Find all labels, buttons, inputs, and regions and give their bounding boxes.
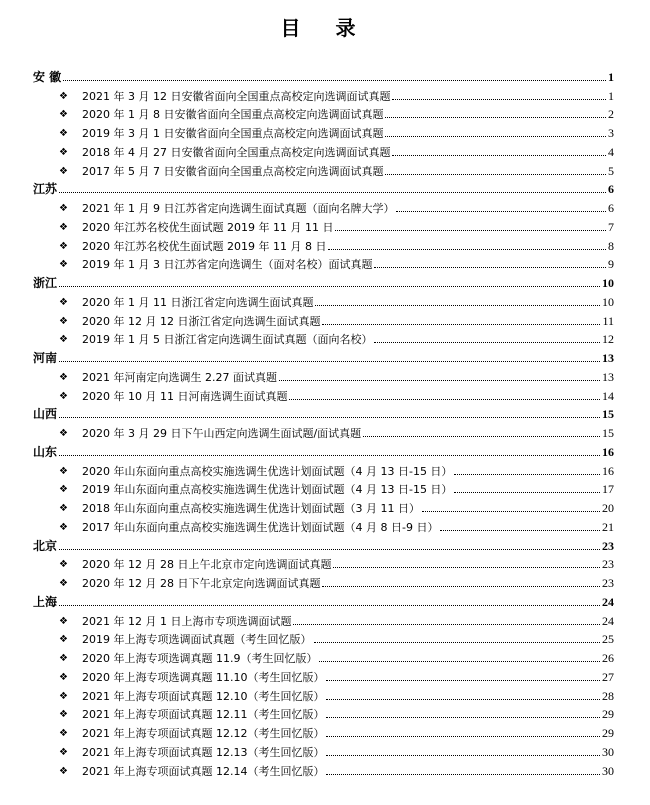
toc-entry[interactable] <box>33 160 614 179</box>
dot-leader <box>289 399 600 400</box>
dot-leader <box>59 549 600 550</box>
entry-title: 2017 年山东面向重点高校实施选调生优选计划面试题（4 月 8 日-9 日） <box>82 520 439 534</box>
entry-title: 2019 年山东面向重点高校实施选调生优选计划面试题（4 月 13 日-15 日） <box>82 483 453 497</box>
dot-leader <box>392 99 606 100</box>
toc-entry[interactable] <box>33 329 614 348</box>
toc-section-heading[interactable] <box>33 347 614 366</box>
diamond-bullet-icon: ❖ <box>59 765 68 777</box>
dot-leader <box>328 249 606 250</box>
entry-title: 2021 年上海专项面试真题 12.10（考生回忆版） <box>82 689 325 703</box>
diamond-bullet-icon: ❖ <box>59 390 68 402</box>
dot-leader <box>385 174 606 175</box>
entry-title: 2021 年河南定向选调生 2.27 面试真题 <box>82 370 277 384</box>
dot-leader <box>374 342 600 343</box>
toc-entry[interactable] <box>33 760 614 779</box>
dot-leader <box>59 605 600 606</box>
section-page-number: 15 <box>602 407 614 422</box>
table-of-contents <box>33 66 614 779</box>
diamond-bullet-icon: ❖ <box>59 128 68 139</box>
dot-leader <box>326 774 600 775</box>
diamond-bullet-icon: ❖ <box>59 484 68 496</box>
diamond-bullet-icon: ❖ <box>59 634 68 646</box>
dot-leader <box>422 511 600 512</box>
entry-title: 2020 年 12 月 28 日上午北京市定向选调面试真题 <box>82 558 332 572</box>
dot-leader <box>63 80 606 81</box>
toc-section-heading[interactable] <box>33 404 614 423</box>
dot-leader <box>454 492 600 493</box>
dot-leader <box>59 192 606 193</box>
toc-entry[interactable] <box>33 666 614 685</box>
section-title: 安 徽 <box>33 69 62 84</box>
toc-entry[interactable] <box>33 647 614 666</box>
toc-entry[interactable] <box>33 216 614 235</box>
entry-page-number: 4 <box>608 144 614 159</box>
toc-entry[interactable] <box>33 572 614 591</box>
entry-title: 2020 年江苏名校优生面试题 2019 年 11 月 11 日 <box>82 220 334 234</box>
entry-page-number: 23 <box>602 576 614 590</box>
entry-page-number: 12 <box>602 332 614 347</box>
entry-title: 2021 年上海专项面试真题 12.13（考生回忆版） <box>82 745 325 759</box>
entry-page-number: 24 <box>602 613 614 628</box>
dot-leader <box>59 361 600 362</box>
diamond-bullet-icon: ❖ <box>59 90 68 102</box>
entry-title: 2020 年 12 月 12 日浙江省定向选调生面试真题 <box>82 314 321 328</box>
dot-leader <box>293 624 600 625</box>
diamond-bullet-icon: ❖ <box>59 503 68 514</box>
entry-page-number: 28 <box>602 688 614 703</box>
toc-entry[interactable] <box>33 422 614 441</box>
diamond-bullet-icon: ❖ <box>59 615 68 627</box>
entry-title: 2019 年 1 月 3 日江苏省定向选调生（面对名校）面试真题 <box>82 258 373 272</box>
entry-title: 2019 年 1 月 5 日浙江省定向选调生面试真题（面向名校） <box>82 333 373 347</box>
toc-entry[interactable] <box>33 685 614 704</box>
entry-page-number: 9 <box>608 257 614 272</box>
toc-entry[interactable] <box>33 104 614 123</box>
entry-page-number: 16 <box>602 463 614 478</box>
diamond-bullet-icon: ❖ <box>59 521 68 533</box>
toc-entry[interactable] <box>33 85 614 104</box>
dot-leader <box>454 474 600 475</box>
diamond-bullet-icon: ❖ <box>59 728 68 739</box>
toc-entry[interactable] <box>33 254 614 273</box>
diamond-bullet-icon: ❖ <box>59 240 68 252</box>
entry-title: 2020 年上海专项选调真题 11.9（考生回忆版） <box>82 652 318 665</box>
diamond-bullet-icon: ❖ <box>59 653 68 664</box>
toc-entry[interactable] <box>33 366 614 385</box>
section-page-number: 13 <box>602 351 614 365</box>
toc-entry[interactable] <box>33 141 614 160</box>
dot-leader <box>333 567 600 568</box>
entry-title: 2019 年上海专项选调面试真题（考生回忆版） <box>82 633 312 647</box>
toc-entry[interactable] <box>33 310 614 329</box>
diamond-bullet-icon: ❖ <box>59 165 68 177</box>
dot-leader <box>326 699 600 700</box>
section-page-number: 1 <box>608 69 614 84</box>
diamond-bullet-icon: ❖ <box>59 671 68 683</box>
entry-page-number: 7 <box>608 219 614 234</box>
section-title: 北京 <box>33 538 58 553</box>
toc-entry[interactable] <box>33 610 614 629</box>
diamond-bullet-icon: ❖ <box>59 746 68 758</box>
entry-title: 2020 年 10 月 11 日河南选调生面试真题 <box>82 389 288 403</box>
dot-leader <box>322 586 600 587</box>
entry-page-number: 1 <box>608 88 614 103</box>
toc-entry[interactable] <box>33 197 614 216</box>
dot-leader <box>326 717 600 718</box>
section-title: 山东 <box>33 444 58 459</box>
diamond-bullet-icon: ❖ <box>59 428 68 439</box>
section-page-number: 6 <box>608 182 614 197</box>
entry-page-number: 6 <box>608 201 614 215</box>
entry-page-number: 13 <box>602 369 614 384</box>
dot-leader <box>374 267 606 268</box>
toc-section-heading[interactable] <box>33 66 614 85</box>
section-page-number: 23 <box>602 538 614 553</box>
dot-leader <box>314 642 601 643</box>
entry-page-number: 27 <box>602 669 614 684</box>
entry-title: 2020 年 12 月 28 日下午北京定向选调面试真题 <box>82 577 321 590</box>
entry-title: 2019 年 3 月 1 日安徽省面向全国重点高校定向选调面试真题 <box>82 127 384 140</box>
section-title: 江苏 <box>33 182 58 197</box>
entry-page-number: 29 <box>602 726 614 740</box>
entry-page-number: 21 <box>602 519 614 534</box>
dot-leader <box>279 380 600 381</box>
toc-entry[interactable] <box>33 385 614 404</box>
entry-page-number: 15 <box>602 426 614 440</box>
toc-entry[interactable] <box>33 722 614 741</box>
section-page-number: 16 <box>602 444 614 459</box>
entry-page-number: 20 <box>602 501 614 515</box>
entry-page-number: 23 <box>602 557 614 572</box>
dot-leader <box>59 455 600 456</box>
section-title: 浙江 <box>33 276 58 290</box>
entry-title: 2020 年 1 月 8 日安徽省面向全国重点高校定向选调面试真题 <box>82 108 384 122</box>
entry-page-number: 17 <box>602 482 614 497</box>
diamond-bullet-icon: ❖ <box>59 296 68 308</box>
toc-section-heading[interactable] <box>33 441 614 460</box>
entry-title: 2020 年 1 月 11 日浙江省定向选调生面试真题 <box>82 295 314 309</box>
diamond-bullet-icon: ❖ <box>59 465 68 477</box>
entry-page-number: 26 <box>602 651 614 665</box>
dot-leader <box>326 736 600 737</box>
toc-entry[interactable] <box>33 460 614 479</box>
dot-leader <box>59 286 600 287</box>
dot-leader <box>315 305 600 306</box>
dot-leader <box>363 436 600 437</box>
diamond-bullet-icon: ❖ <box>59 709 68 721</box>
section-title: 上海 <box>33 594 58 609</box>
toc-entry[interactable] <box>33 479 614 498</box>
entry-page-number: 25 <box>602 632 614 647</box>
entry-page-number: 10 <box>602 294 614 309</box>
entry-page-number: 3 <box>608 126 614 140</box>
entry-title: 2020 年 3 月 29 日下午山西定向选调生面试题/面试真题 <box>82 427 362 440</box>
entry-title: 2017 年 5 月 7 日安徽省面向全国重点高校定向选调面试真题 <box>82 164 384 178</box>
dot-leader <box>385 136 606 137</box>
toc-section-heading[interactable] <box>33 272 614 291</box>
entry-page-number: 5 <box>608 163 614 178</box>
dot-leader <box>440 530 600 531</box>
entry-page-number: 30 <box>602 763 614 778</box>
entry-title: 2021 年上海专项面试真题 12.12（考生回忆版） <box>82 727 325 740</box>
entry-page-number: 14 <box>602 388 614 403</box>
section-page-number: 10 <box>602 276 614 290</box>
toc-entry[interactable] <box>33 516 614 535</box>
diamond-bullet-icon: ❖ <box>59 146 68 158</box>
entry-title: 2020 年江苏名校优生面试题 2019 年 11 月 8 日 <box>82 239 327 253</box>
toc-entry[interactable] <box>33 629 614 648</box>
dot-leader <box>392 155 606 156</box>
entry-title: 2020 年上海专项选调真题 11.10（考生回忆版） <box>82 670 325 684</box>
diamond-bullet-icon: ❖ <box>59 203 68 214</box>
diamond-bullet-icon: ❖ <box>59 371 68 383</box>
entry-title: 2021 年 12 月 1 日上海市专项选调面试题 <box>82 614 292 628</box>
entry-title: 2018 年 4 月 27 日安徽省面向全国重点高校定向选调面试真题 <box>82 145 391 159</box>
entry-page-number: 2 <box>608 107 614 122</box>
toc-entry[interactable] <box>33 122 614 141</box>
page-title: 目 录 <box>280 16 370 40</box>
section-page-number: 24 <box>602 594 614 609</box>
diamond-bullet-icon: ❖ <box>59 559 68 571</box>
toc-section-heading[interactable] <box>33 535 614 554</box>
dot-leader <box>385 117 606 118</box>
dot-leader <box>319 661 600 662</box>
entry-title: 2021 年上海专项面试真题 12.14（考生回忆版） <box>82 764 325 778</box>
entry-title: 2018 年山东面向重点高校实施选调生优选计划面试题（3 月 11 日） <box>82 502 420 515</box>
diamond-bullet-icon: ❖ <box>59 334 68 346</box>
entry-title: 2021 年 1 月 9 日江苏省定向选调生面试真题（面向名牌大学） <box>82 202 395 215</box>
entry-page-number: 30 <box>602 744 614 759</box>
dot-leader <box>396 211 606 212</box>
section-title: 山西 <box>33 407 58 422</box>
diamond-bullet-icon: ❖ <box>59 690 68 702</box>
diamond-bullet-icon: ❖ <box>59 221 68 233</box>
toc-entry[interactable] <box>33 554 614 573</box>
toc-section-heading[interactable] <box>33 179 614 198</box>
diamond-bullet-icon: ❖ <box>59 259 68 271</box>
section-title: 河南 <box>33 351 58 365</box>
entry-page-number: 29 <box>602 707 614 722</box>
entry-title: 2021 年 3 月 12 日安徽省面向全国重点高校定向选调面试真题 <box>82 89 391 103</box>
diamond-bullet-icon: ❖ <box>59 315 68 327</box>
entry-title: 2020 年山东面向重点高校实施选调生优选计划面试题（4 月 13 日-15 日） <box>82 464 453 478</box>
dot-leader <box>59 417 600 418</box>
entry-page-number: 11 <box>602 313 614 328</box>
toc-entry[interactable] <box>33 497 614 516</box>
diamond-bullet-icon: ❖ <box>59 578 68 589</box>
toc-entry[interactable] <box>33 291 614 310</box>
dot-leader <box>326 755 600 756</box>
diamond-bullet-icon: ❖ <box>59 109 68 121</box>
entry-title: 2021 年上海专项面试真题 12.11（考生回忆版） <box>82 708 325 722</box>
dot-leader <box>335 230 606 231</box>
dot-leader <box>322 324 600 325</box>
toc-entry[interactable] <box>33 741 614 760</box>
toc-section-heading[interactable] <box>33 591 614 610</box>
toc-entry[interactable] <box>33 704 614 723</box>
toc-entry[interactable] <box>33 235 614 254</box>
entry-page-number: 8 <box>608 238 614 253</box>
dot-leader <box>326 680 600 681</box>
